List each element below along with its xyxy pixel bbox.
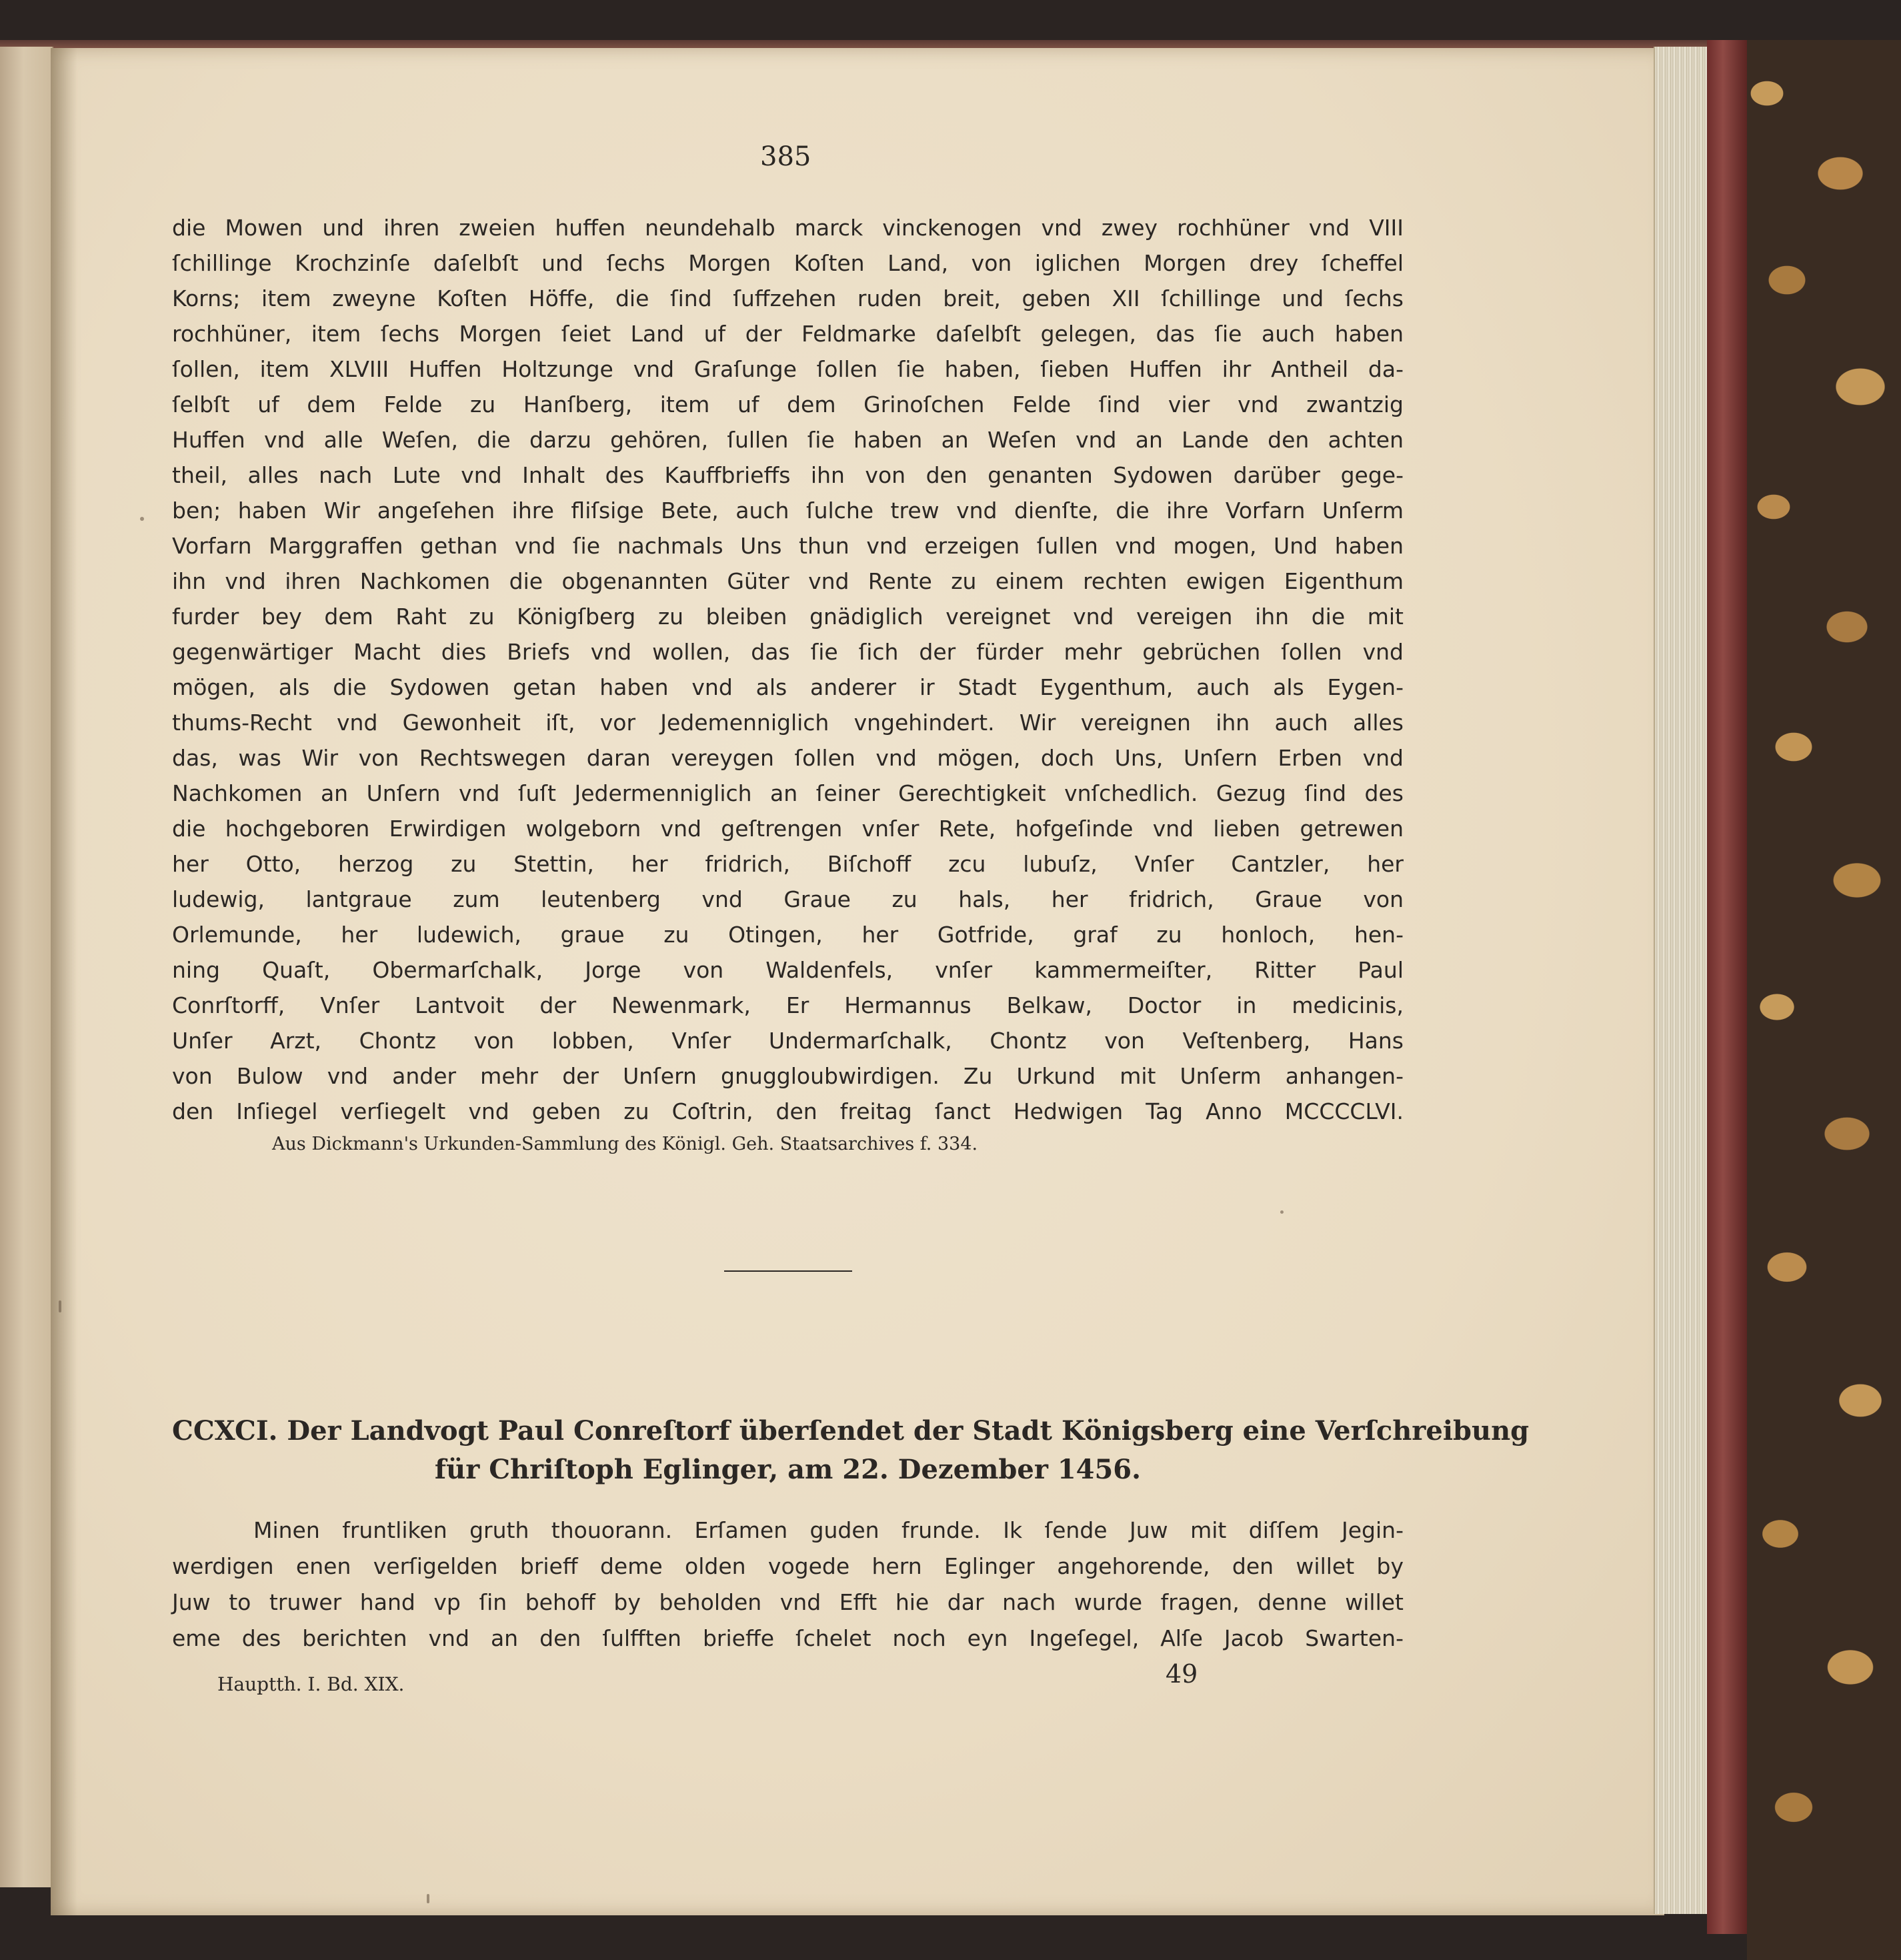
- body-line: Unſer Arzt, Chontz von lobben, Vnſer Undermarſchalk, Chontz von Veſtenberg, Hans: [172, 1028, 1404, 1054]
- document-heading-line2: für Chriſtoph Eglinger, am 22. Dezember 1456.: [434, 1454, 1142, 1485]
- leather-cover-edge: [1707, 40, 1747, 1934]
- signature-number: 49: [1166, 1659, 1198, 1689]
- marbled-board: [1747, 40, 1901, 1960]
- body-line: rochhüner, item ſechs Morgen ſeiet Land uf der Feldmarke daſelbſt gelegen, das ſie auch haben: [172, 321, 1404, 347]
- body-line: Orlemunde, her ludewich, graue zu Otingen, her Gotfride, graf zu honloch, hen-: [172, 922, 1404, 948]
- body-line: her Otto, herzog zu Stettin, her fridrich, Biſchoff zcu lubuſz, Vnſer Cantzler, her: [172, 851, 1404, 877]
- source-note: Aus Dickmann's Urkunden-Sammlung des Königl. Geh. Staatsarchives f. 334.: [272, 1134, 978, 1154]
- body-line: die Mowen und ihren zweien huffen neundehalb marck vinckenogen vnd zwey rochhüner vnd VIII: [172, 215, 1404, 241]
- volume-reference: Hauptth. I. Bd. XIX.: [217, 1673, 405, 1695]
- body-line: ning Quaſt, Obermarſchalk, Jorge von Waldenfels, vnſer kammermeiſter, Ritter Paul: [172, 957, 1404, 983]
- ink-speck: [1280, 1210, 1284, 1214]
- body-line: mögen, als die Sydowen getan haben vnd als anderer ir Stadt Eygenthum, auch als Eygen-: [172, 674, 1404, 700]
- body-line: ben; haben Wir angeſehen ihre fliſsige Bete, auch ſulche trew vnd dienſte, die ihre Vorfarn Unſerm: [172, 498, 1404, 524]
- body-line: thums-Recht vnd Gewonheit iſt, vor Jedemenniglich vngehindert. Wir vereignen ihn auch alles: [172, 710, 1404, 736]
- body-line: ſchillinge Krochzinſe daſelbſt und ſechs Morgen Koſten Land, von iglichen Morgen drey ſcheffel: [172, 250, 1404, 276]
- letter-line: werdigen enen verſigelden brieff deme olden vogede hern Eglinger angehorende, den willet by: [172, 1553, 1404, 1579]
- page-edges: [1654, 47, 1708, 1914]
- document-heading: CCXCI. Der Landvogt Paul Conreſtorf überſendet der Stadt Königsberg eine Verſchreibung: [172, 1415, 1530, 1446]
- letter-line: eme des berichten vnd an den ſulfften brieffe ſchelet noch eyn Ingeſegel, Alſe Jacob Swarten-: [172, 1625, 1404, 1651]
- body-line: Korns; item zweyne Koſten Höffe, die ſind ſuffzehen ruden breit, geben XII ſchillinge und ſechs: [172, 285, 1404, 311]
- body-line: ſollen, item XLVIII Huffen Holtzunge vnd Graſunge ſollen ſie haben, ſieben Huffen ihr Antheil da-: [172, 356, 1404, 382]
- body-line: den Inſiegel verſiegelt vnd geben zu Coſtrin, den freitag ſanct Hedwigen Tag Anno MCCCCLVI.: [172, 1098, 1404, 1124]
- body-line: Conrſtorff, Vnſer Lantvoit der Newenmark, Er Hermannus Belkaw, Doctor in medicinis,: [172, 992, 1404, 1018]
- page-number: 385: [760, 141, 811, 172]
- body-line: ihn vnd ihren Nachkomen die obgenannten Güter vnd Rente zu einem rechten ewigen Eigenthum: [172, 568, 1404, 594]
- body-line: von Bulow vnd ander mehr der Unſern gnuggloubwirdigen. Zu Urkund mit Unſerm anhangen-: [172, 1063, 1404, 1089]
- body-line: ludewig, lantgraue zum leutenberg vnd Graue zu hals, her fridrich, Graue von: [172, 886, 1404, 912]
- body-line: gegenwärtiger Macht dies Briefs vnd wollen, das ſie ſich der fürder mehr gebrüchen ſollen vnd: [172, 639, 1404, 665]
- body-line: ſelbſt uf dem Felde zu Hanſberg, item uf dem Grinoſchen Felde ſind vier vnd zwantzig: [172, 391, 1404, 417]
- previous-leaf-edge: [0, 47, 53, 1887]
- gutter-shadow: [51, 48, 77, 1915]
- body-line: die hochgeboren Erwirdigen wolgeborn vnd geſtrengen vnſer Rete, hofgeſinde vnd lieben getrewen: [172, 816, 1404, 842]
- letter-line: Juw to truwer hand vp ſin behoff by beholden vnd Efft hie dar nach wurde fragen, denne willet: [172, 1589, 1404, 1615]
- body-line: furder bey dem Raht zu Königſberg zu bleiben gnädiglich vereignet vnd vereigen ihn die mit: [172, 604, 1404, 630]
- body-line: theil, alles nach Lute vnd Inhalt des Kauffbrieffs ihn von den genanten Sydowen darüber gege-: [172, 462, 1404, 488]
- body-line: Huffen vnd alle Weſen, die darzu gehören, ſullen ſie haben an Weſen vnd an Lande den achten: [172, 427, 1404, 453]
- body-line: Vorfarn Marggraffen gethan vnd ſie nachmals Uns thun vnd erzeigen ſullen vnd mogen, Und haben: [172, 533, 1404, 559]
- ink-speck: [427, 1894, 429, 1903]
- body-line: Nachkomen an Unſern vnd ſuſt Jedermenniglich an ſeiner Gerechtigkeit vnſchedlich. Gezug ſind des: [172, 780, 1404, 806]
- ink-speck: [140, 517, 144, 521]
- ink-speck: [59, 1300, 61, 1312]
- section-separator: [724, 1270, 852, 1272]
- body-line: das, was Wir von Rechtswegen daran vereygen ſollen vnd mögen, doch Uns, Unſern Erben vnd: [172, 745, 1404, 771]
- letter-line: Minen fruntliken gruth thouorann. Erſamen guden frunde. Ik ſende Juw mit diſſem Jegin-: [253, 1517, 1404, 1543]
